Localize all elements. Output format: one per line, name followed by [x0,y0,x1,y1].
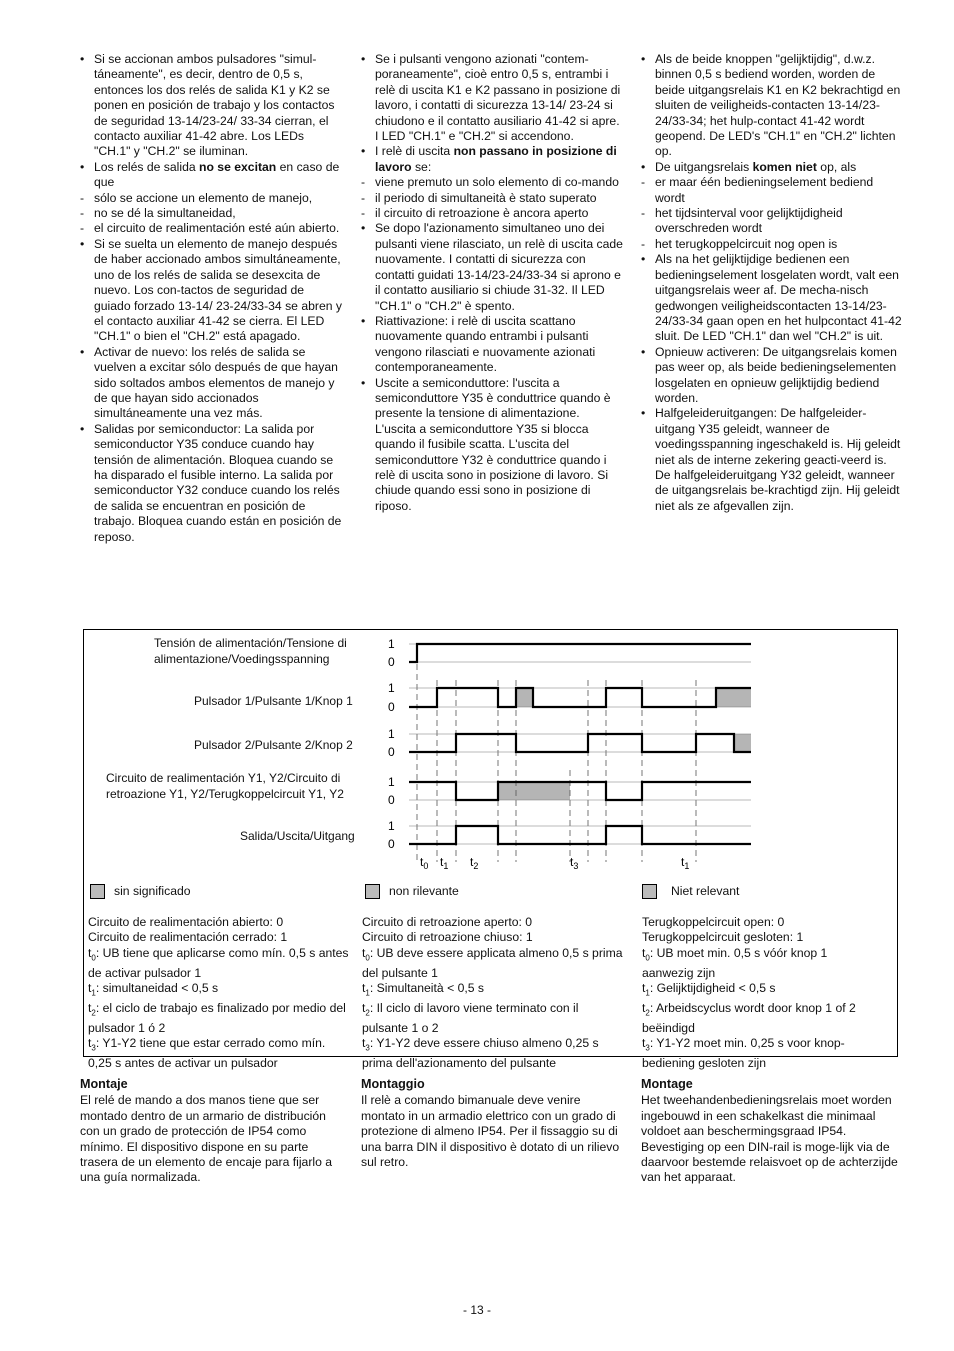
column-dutch [641,52,903,514]
bullet-es-3: • Si se suelta un elemento de manejo después de haber accionado ambos simultáneamente, uno de los relés de salida se desexcita de nuevo. Los con-tactos de seguridad de guiado forzado 13-14/ 23-24/33-34 se abren y el contacto auxiliar 41-42 se cierra. El LED "CH.1" o bien el "CH.2" está apagado. [80,237,342,345]
bullet-nl-4: • Opnieuw activeren: De uitgangsrelais komen pas weer op, als beide bedieningselementen losgelaten en opnieuw gelijktijdig bediend worden. [641,345,903,407]
signal-label-knop1: Pulsador 1/Pulsante 1/Knop 1 [194,694,353,708]
signal-label-feedback: Circuito de realimentación Y1, Y2/Circuito di retroazione Y1, Y2/Terugkoppelcircuit Y1, Y2 [106,771,344,801]
lvl-0-feedback: 0 [388,793,395,807]
lvl-0-output: 0 [388,837,395,851]
page-number: - 13 - [462,1303,491,1317]
label-t2: $t_2$ [470,855,479,871]
level-guides [409,644,751,844]
timing-diagram [83,629,898,1070]
heading-montaje: Montaje [80,1077,128,1091]
bullet-es-2: • Los relés de salida no se excitan en caso de que [80,160,342,191]
text-montaggio: Il relè a comando bimanuale deve venire montato in un armadio elettrico con un grado di protezione di almeno IP54. Per il fissaggio su di una barra DIN il dispositivo è dotato di un rilievo sul retro. [361,1093,620,1170]
dash-it-3: - il circuito di retroazione è ancora aperto [361,206,623,221]
wave-knop1 [409,688,751,707]
lvl-0-knop2: 0 [388,745,395,759]
label-t1: $t_1$ [440,855,449,871]
bullet-es-4: • Activar de nuevo: los relés de salida se vuelven a excitar sólo después de que hayan sido soltados ambos elementos de manejo y de que hayan sido accionados simultáneamente una vez más. [80,345,342,422]
lvl-0-knop1: 0 [388,700,395,714]
lvl-1-output: 1 [388,819,395,833]
bullet-it-5: • Uscite a semiconduttore: l'uscita a semiconduttore Y35 è conduttrice quando è presente la tensione di alimentazione. L'uscita a semiconduttore Y35 si blocca quando il fusibile scatta. L'uscita del semiconduttore Y32 è conduttrice quando i relè di uscita sono in posizione di lavoro. Si chiude quando essi sono in posizione di riposo. [361,376,623,515]
bullet-nl-5: • Halfgeleideruitgangen: De halfgeleider-uitgang Y35 geleidt, wanneer de voedingsspanning ingeschakeld is. Hij geleidt niet als de interne zekering geacti-veerd is. De halfgeleideruitgang Y32 geleidt, wanneer de uitgangsrelais be-krachtigd zijn. Hij geleidt niet als ze afgevallen zijn. [641,406,903,514]
bullet-it-3: • Se dopo l'azionamento simultaneo uno dei pulsanti viene rilasciato, un relè di uscita cade nuovamente. I contatti di sicurezza con contatti guidati 13-14/23-24/33-34 si aprono e il contatto ausiliario si chiude 31-32. Il LED "CH.1" o "CH.2" è spento. [361,221,623,313]
lvl-0-supply: 0 [388,655,395,669]
label-t1-second: $t_1$ [681,855,690,871]
section-montage [641,1077,903,1186]
dash-it-1: - viene premuto un solo elemento di co-mando [361,175,623,190]
legend-swatch-it [365,884,380,899]
dash-nl-2: - het tijdsinterval voor gelijktijdigheid overschreden wordt [641,206,903,237]
irrelevant-regions [498,688,751,800]
level-numerals [388,637,395,851]
signal-label-output: Salida/Uscita/Uitgang [240,829,355,843]
notes-it: Circuito di retroazione aperto: 0 Circuito di retroazione chiuso: 1 $t_0$: UB deve essere applicata almeno 0,5 s prima del pulsante 1 $t_1$: Simultaneità < 0,5 s $t_2$: Il ciclo di lavoro viene terminato con il pulsante 1 o 2 $t_3$: Y1-Y2 deve essere chiuso almeno 0,25 s prima dell'azionamento del pulsante [362,915,623,1070]
grey-feedback [498,782,570,800]
grey-knop1-a [516,688,533,707]
text-montage: Het tweehandenbedieningsrelais moet worden ingebouwd in een schakelkast die minimaal voldoet aan beschermingsgraad IP54. Bevestiging op een DIN-rail is moge-lijk via de daarvoor bestemde relaisvoet op de achterzijde van het apparaat. [641,1093,898,1185]
heading-montaggio: Montaggio [361,1077,425,1091]
column-spanish [80,52,342,545]
label-t3: $t_3$ [570,855,579,871]
grey-knop2 [734,734,751,752]
bullet-it-1: • Se i pulsanti vengono azionati "contem-poraneamente", cioè entro 0,5 s, entrambi i relè di uscita K1 e K2 passano in posizione di lavoro, i contatti di sicurezza 13-14/ 23-24 si chiudono e il contatto ausiliario 41-42 si apre. I LED "CH.1" e "CH.2" si accendono. [361,52,623,144]
bullet-nl-2: • De uitgangsrelais komen niet op, als [641,160,903,175]
section-montaje [80,1077,342,1186]
lvl-1-knop1: 1 [388,681,395,695]
bullet-nl-3: • Als na het gelijktijdige bedienen een bedieningselement losgelaten wordt, valt een uitgangsrelais weer af. De mecha-nisch gedwongen veiligheidscontacten 13-14/23-24/33-34 gaan open en het hulpcontact 41-42 sluit. De LED "CH.1" dan wel "CH.2" is uit. [641,252,903,344]
notes-es: Circuito de realimentación abierto: 0 Circuito de realimentación cerrado: 1 $t_0$: UB tiene que aplicarse como mín. 0,5 s antes de activar pulsador 1 $t_1$: simultaneidad < 0,5 s $t_2$: el ciclo de trabajo es finalizado por medio del pulsador 1 ó 2 $t_3$: Y1-Y2 tiene que estar cerrado como mín. 0,25 s antes de activar un pulsador [88,915,349,1070]
signal-label-knop2: Pulsador 2/Pulsante 2/Knop 2 [194,738,353,752]
bullet-nl-1: • Als de beide knoppen "gelijktijdig", d.w.z. binnen 0,5 s bediend worden, worden de beide uitgangsrelais K1 en K2 bekrachtigd en sluiten de veiligheids-contacten 13-14/23-24/33-34; het hulp-contact 41-42 wordt geopend. De LED's "CH.1" en "CH.2" lichten op. [641,52,903,160]
legend-it: non rilevante [365,884,459,899]
bullet-it-4: • Riattivazione: i relè di uscita scattano nuovamente quando entrambi i pulsanti vengono rilasciati e nuovamente azionati contemporaneamente. [361,314,623,376]
heading-montage: Montage [641,1077,693,1091]
label-t0: $t_0$ [420,855,429,871]
wave-output [409,826,751,844]
dash-nl-1: - er maar één bedieningselement bediend wordt [641,175,903,206]
section-montaggio [361,1077,623,1170]
text-montaje: El relé de mando a dos manos tiene que ser montado dentro de un armario de distribución con un grado de protección de IP54 como mínimo. El dispositivo dispone en su parte trasera de un elemento de encaje para fijarlo a una guía normalizada. [80,1093,333,1185]
dash-it-2: - il periodo di simultaneità è stato superato [361,191,623,206]
waveforms [409,644,751,844]
dash-nl-3: - het terugkoppelcircuit nog open is [641,237,903,252]
notes-nl: Terugkoppelcircuit open: 0 Terugkoppelcircuit gesloten: 1 $t_0$: UB moet min. 0,5 s vóór knop 1 aanwezig zijn $t_1$: Gelijktijdigheid < 0,5 s $t_2$: Arbeidscyclus wordt door knop 1 of 2 beëindigd $t_3$: Y1-Y2 moet min. 0,25 s voor knop-bediening gesloten zijn [642,915,856,1070]
lvl-1-knop2: 1 [388,727,395,741]
wave-knop2 [409,734,751,752]
legend-es: sin significado [90,884,191,899]
column-italian [361,52,623,514]
legend-swatch-es [90,884,105,899]
dash-es-3: - el circuito de realimentación esté aún abierto. [80,221,342,236]
wave-supply [409,644,751,662]
bullet-it-2: • I relè di uscita non passano in posizione di lavoro se: [361,144,623,175]
dash-es-1: - sólo se accione un elemento de manejo, [80,191,342,206]
legend-swatch-nl [642,884,657,899]
legend-nl: Niet relevant [642,884,739,899]
bullet-es-5: • Salidas por semiconductor: La salida por semiconductor Y35 conduce cuando hay tensión de alimentación. Bloquea cuando se ha disparado el fusible interno. La salida por semiconductor Y32 conduce cuando los relés de salida se encuentran en posición de trabajo. Bloquea cuando están en posición de reposo. [80,422,342,545]
dash-es-2: - no se dé la simultaneidad, [80,206,342,221]
grey-knop1-b [716,688,751,707]
bullet-es-1: • Si se accionan ambos pulsadores "simul-táneamente", es decir, dentro de 0,5 s, entonces los dos relés de salida K1 y K2 se ponen en posición de trabajo y los contactos de seguridad 13-14/23-24/ 33-34 cierran, el contacto auxiliar 41-42 abre. Los LEDs "CH.1" y "CH.2" se iluminan. [80,52,342,160]
wave-feedback [409,782,751,800]
signal-label-supply: Tensión de alimentación/Tensione di alimentazione/Voedingsspanning [154,636,347,666]
time-labels [420,855,689,871]
lvl-1-feedback: 1 [388,775,395,789]
lvl-1-supply: 1 [388,637,395,651]
